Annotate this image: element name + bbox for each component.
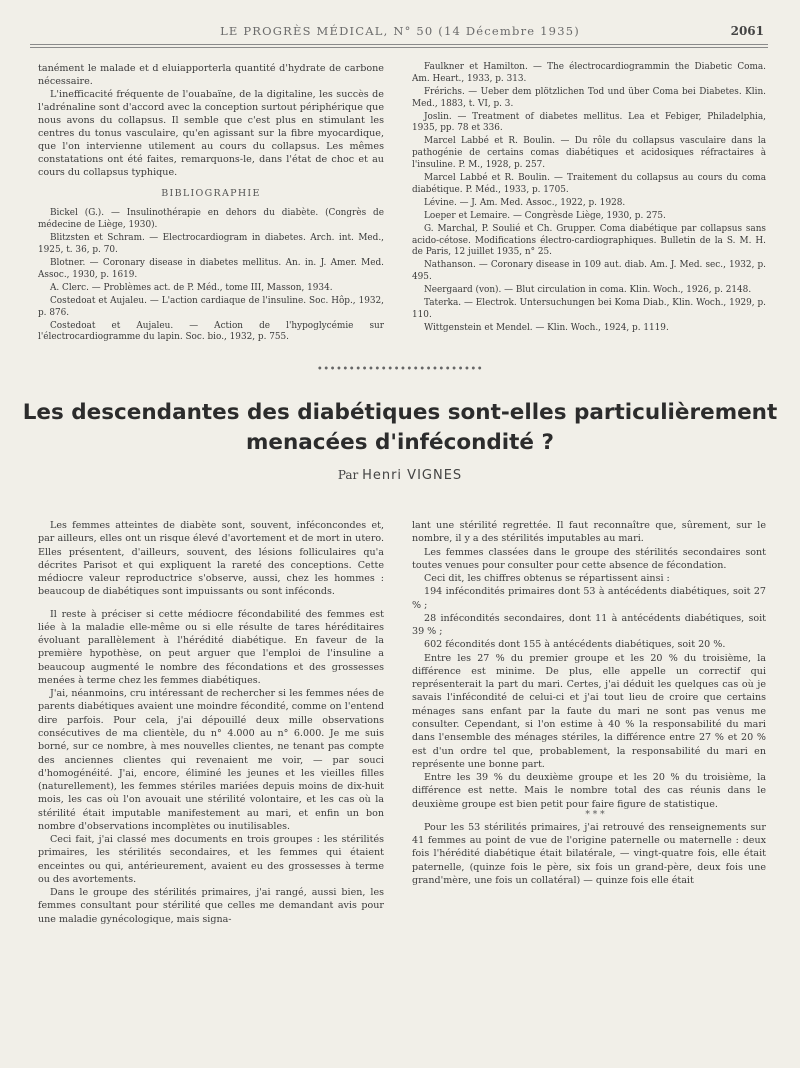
reference-item: Blitzsten et Schram. — Electrocardiogram in diabetes. Arch. int. Med., 1925, t. 36, p. 70. <box>38 233 384 255</box>
statistic-line: 194 infécondités primaires dont 53 à antécédents diabétiques, soit 27 % ; <box>412 586 766 611</box>
reference-item: Frérichs. — Ueber dem plötzlichen Tod und über Coma bei Diabetes. Klin. Med., 1883, t. VI, p. 3. <box>412 86 766 109</box>
body-paragraph: J'ai, néanmoins, cru intéressant de rechercher si les femmes nées de parents diabétiques avaient une moindre fécondité, comme on l'entend dire parfois. Pour cela, j'ai dépouillé deux mille observations consécutives de ma clientèle, du n° 4.000 au n° 6.000. Je me suis borné, sur ce nombre, à mes nouvelles clientes, ne tenant pas compte des anciennes clientes qui revenaient me voir, — par souci d'homogénéité. J'ai, encore, éliminé les jeunes et les vieilles filles (naturellement), les femmes stériles mariées depuis moins de dix-huit mois, les cas où l'on avouait une stérilité volontaire, et les cas où la stérilité était imputable manifestement au mari, et enfin un bon nombre d'observations incomplètes ou inutilisables. <box>38 688 384 832</box>
author-name: Henri VIGNES <box>362 468 463 483</box>
article-title-line: menacées d'infécondité ? <box>246 430 554 456</box>
reference-item: Joslin. — Treatment of diabetes mellitus. Lea et Febiger, Philadelphia, 1935, pp. 78 et 336. <box>412 111 766 134</box>
byline-prefix: Par <box>337 468 359 482</box>
statistic-line: 602 fécondités dont 155 à antécédents diabétiques, soit 20 %. <box>424 639 726 651</box>
header-rule <box>30 44 768 45</box>
reference-item: Nathanson. — Coronary disease in 109 aut. diab. Am. J. Med. sec., 1932, p. 495. <box>412 260 766 283</box>
article-title <box>20 398 780 458</box>
body-paragraph: Dans le groupe des stérilités primaires, j'ai rangé, aussi bien, les femmes consultant pour stérilité que celles me demandant avis pour une maladie gynécologique, mais signa- <box>38 887 384 925</box>
body-paragraph: Il reste à préciser si cette médiocre fécondabilité des femmes est liée à la maladie elle-même ou si elle résulte de tares héréditaires évoluant parallèlement à l'hérédité diabétique. En faveur de la première hypothèse, on peut arguer que l'emploi de l'insuline a beaucoup augmenté le nombre des fécondations et des grossesses menées à terme chez les femmes diabétiques. <box>38 608 384 686</box>
reference-item: Taterka. — Electrok. Untersuchungen bei Koma Diab., Klin. Woch., 1929, p. 110. <box>412 298 766 320</box>
reference-item: Marcel Labbé et R. Boulin. — Du rôle du collapsus vasculaire dans la pathogénie de certains comas diabétiques et acidosiques réfractaires à l'insuline. P. M., 1928, p. 257. <box>412 136 766 170</box>
body-paragraph: Entre les 27 % du premier groupe et les 20 % du troisième, la différence est minime. De plus, elle appelle un correctif qui représenterait la part du mari. Certes, j'ai déduit les quelques cas où je savais l'infécondité de celui-ci et j'ai tout lieu de croire que certains ménages sans enfant par la faute du mari ne sont pas venus me consulter. Cependant, si l'on estime à 40 % la responsabilité du mari dans l'ensemble des ménages stériles, la différence entre 27 % et 20 % est d'un ordre tel que, probablement, la responsabilité du mari en représente une bonne part. <box>412 652 766 770</box>
reference-item: Bickel (G.). — Insulinothérapie en dehors du diabète. (Congrès de médecine de Liège, 1930). <box>38 208 384 231</box>
section-break-asterisks: * * * <box>585 809 605 820</box>
reference-item: Costedoat et Aujaleu. — Action de l'hypoglycémie sur l'électrocardiogramme du lapin. Soc. bio., 1932, p. 755. <box>38 320 384 343</box>
body-paragraph: Pour les 53 stérilités primaires, j'ai retrouvé des renseignements sur 41 femmes au point de vue de l'origine paternelle ou maternelle : deux fois l'hérédité diabétique était bilatérale, — vingt-quatre fois, elle était paternelle, (quinze fois le père, six fois un grand-père, deux fois une grand'mère, une fois un collatéral) — quinze fois elle était <box>412 821 766 886</box>
body-paragraph: Les femmes atteintes de diabète sont, souvent, inféconcondes et, par ailleurs, elles ont un risque élevé d'avortement et de mort in utero. Elles présentent, d'ailleurs, souvent, des lésions folliculaires qu'a décrites Parisot et qui expliquent la rareté des conceptions. Cette médiocre valeur reproductrice s'observe, aussi, chez les hommes : beaucoup de diabétiques sont impuissants ou sont inféconds. <box>38 520 384 598</box>
reference-item: Marcel Labbé et R. Boulin. — Traitement du collapsus au cours du coma diabétique. P. Méd., 1933, p. 1705. <box>412 172 766 195</box>
body-paragraph: Entre les 39 % du deuxième groupe et les 20 % du troisième, la différence est nette. Mais le nombre total des cas réunis dans le deuxième groupe est bien petit pour faire figure de statistique. <box>412 772 766 810</box>
previous-paragraph: tanément le malade et d eluiapporterla quantité d'hydrate de carbone nécessaire. <box>38 63 384 88</box>
page-number: 2061 <box>730 24 764 38</box>
body-paragraph: Ceci fait, j'ai classé mes documents en trois groupes : les stérilités primaires, les stérilités secondaires, et les femmes qui étaient enceintes ou qui, antérieurement, avaient eu des grossesses à terme ou des avortements. <box>38 834 384 885</box>
previous-article-right-column <box>412 62 766 336</box>
reference-item: Wittgenstein et Mendel. — Klin. Woch., 1924, p. 1119. <box>424 323 669 334</box>
article-right-column <box>412 519 766 887</box>
body-paragraph: Les femmes classées dans le groupe des stérilités secondaires sont toutes venues pour consulter pour cette absence de fécondation. <box>412 546 766 571</box>
reference-item: Lévine. — J. Am. Med. Assoc., 1922, p. 1928. <box>424 197 626 208</box>
section-ornament: •••••••••••••••••••••••••• <box>316 364 484 375</box>
statistic-line: 28 infécondités secondaires, dont 11 à antécédents diabétiques, soit 39 % ; <box>412 612 766 638</box>
reference-item: G. Marchal, P. Soulié et Ch. Grupper. Coma diabétique par collapsus sans acido-cétose. Modifications électro-cardiographiques. Bulletin de la S. M. H. de Paris, 12 juillet 1935, n° 25. <box>412 223 766 258</box>
reference-item: Neergaard (von). — Blut circulation in coma. Klin. Woch., 1926, p. 2148. <box>424 285 752 296</box>
previous-article-left-column <box>38 62 384 345</box>
reference-item: Faulkner et Hamilton. — The électrocardiogrammin the Diabetic Coma. Am. Heart., 1933, p. 313. <box>412 62 766 84</box>
article-left-column <box>38 519 384 926</box>
header-rule-double <box>30 47 768 48</box>
previous-paragraph: L'inefficacité fréquente de l'ouabaïne, de la digitaline, les succès de l'adrénaline sont d'accord avec la conception surtout périphérique que nous avons du collapsus. Il semble que c'est plus en stimulant les centres du tonus vasculaire, qu'en agissant sur la fibre myocardique, que l'on intervienne utilement au cours du collapsus. Les mêmes constatations ont été faites, remarquons-le, dans l'état de choc et au cours du collapsus typhique. <box>38 89 384 179</box>
running-head: LE PROGRÈS MÉDICAL, N° 50 (14 Décembre 1935) <box>220 24 580 38</box>
reference-item: Blotner. — Coronary disease in diabetes mellitus. An. in. J. Amer. Med. Assoc., 1930, p. 1619. <box>38 257 384 280</box>
reference-item: Costedoat et Aujaleu. — L'action cardiaque de l'insuline. Soc. Hôp., 1932, p. 876. <box>38 295 384 318</box>
reference-item: Loeper et Lemaire. — Congrèsde Liège, 1930, p. 275. <box>424 210 666 221</box>
body-paragraph: lant une stérilité regrettée. Il faut reconnaître que, sûrement, sur le nombre, il y a des stérilités imputables au mari. <box>412 520 766 545</box>
reference-item: A. Clerc. — Problèmes act. de P. Méd., tome III, Masson, 1934. <box>50 282 333 293</box>
bibliography-heading: BIBLIOGRAPHIE <box>161 188 261 200</box>
body-paragraph: Ceci dit, les chiffres obtenus se répartissent ainsi : <box>424 573 670 585</box>
article-title-line: Les descendantes des diabétiques sont-elles particulièrement <box>22 400 778 425</box>
byline <box>0 468 800 483</box>
